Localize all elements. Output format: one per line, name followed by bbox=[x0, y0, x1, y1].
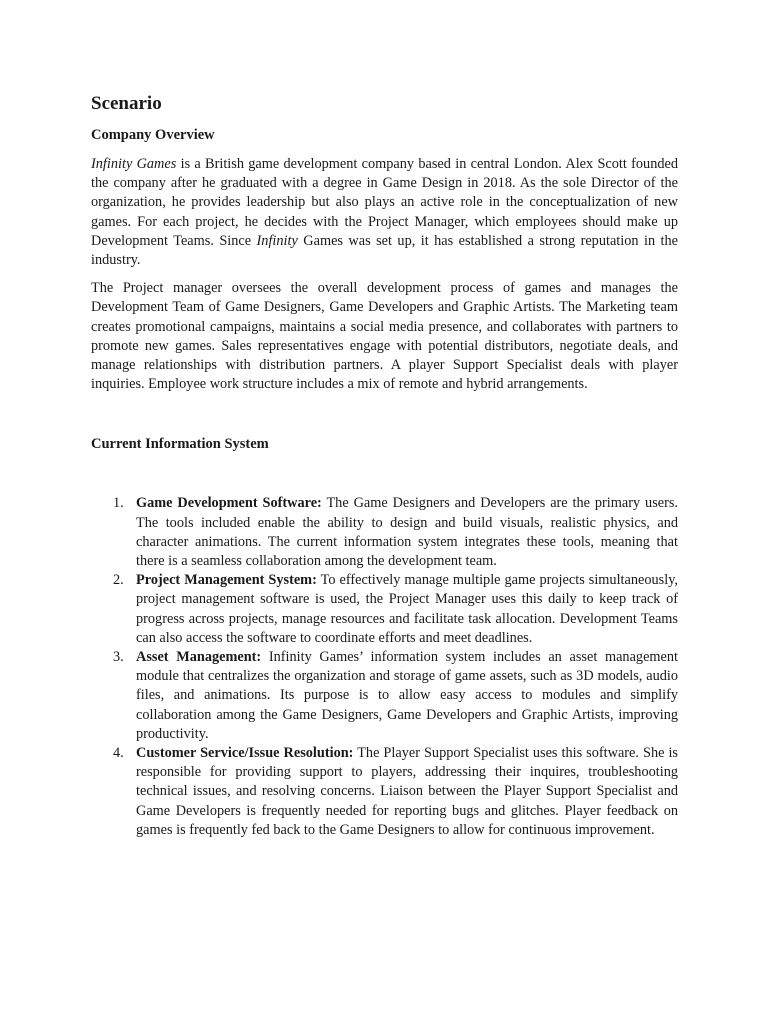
list-item-text: The Game Designers and Developers are the primary users. The tools included enable the ability to design and build visuals, realistic physics, and character animations. The current information system integrates these tools, meaning that there is a seamless collaboration among the development team. bbox=[136, 495, 679, 570]
list-number: 1. bbox=[113, 495, 124, 512]
list-item bbox=[91, 744, 678, 840]
system-list bbox=[91, 494, 678, 840]
company-overview-heading: Company Overview bbox=[91, 127, 215, 143]
page-title: Scenario bbox=[91, 93, 162, 114]
list-item-term: Project Management System: bbox=[136, 572, 317, 589]
list-item-term: Asset Management: bbox=[136, 649, 262, 666]
list-item bbox=[91, 571, 678, 648]
company-name-italic: Infinity bbox=[256, 232, 298, 249]
company-overview-paragraph-1 bbox=[91, 155, 678, 270]
company-name: Infinity Games bbox=[91, 156, 177, 172]
paragraph-1-part-2: Games was set up, it has established a strong reputation in the industry. bbox=[91, 232, 678, 269]
list-item-text: Infinity Games’ information system includes an asset management module that centralizes the organization and storage of game assets, such as 3D models, audio files, and animations. Its purpose is to allow easy access to modules and simplify collaboration among the Game Designers, Game Developers and Graphic Artists, improving productivity. bbox=[136, 649, 679, 742]
paragraph-1-part-1: is a British game development company based in central London. Alex Scott founded the company after he graduated with a degree in Game Design in 2018. As the sole Director of the organization, he provides leadership but also plays an active role in the conceptualization of new games. For each project, he decides with the Project Manager, which employees should make up Development Teams. Since bbox=[91, 156, 678, 249]
list-number: 2. bbox=[113, 572, 124, 589]
list-item-term: Customer Service/Issue Resolution: bbox=[136, 745, 354, 762]
company-overview-paragraph-2: The Project manager oversees the overall development process of games and manages the Development Team of Game Designers, Game Developers and Graphic Artists. The Marketing team creates promotional campaigns, maintains a social media presence, and collaborates with partners to promote new games. Sales representatives engage with potential distributors, negotiate deals, and manage relationships with distribution partners. A player Support Specialist deals with player inquiries. Employee work structure includes a mix of remote and hybrid arrangements. bbox=[91, 280, 678, 393]
list-item bbox=[91, 648, 678, 744]
list-number: 3. bbox=[113, 649, 124, 666]
list-number: 4. bbox=[113, 745, 124, 762]
list-item bbox=[91, 494, 678, 571]
list-item-term: Game Development Software: bbox=[136, 495, 322, 512]
current-system-heading: Current Information System bbox=[91, 436, 269, 453]
list-item-text: The Player Support Specialist uses this software. She is responsible for providing support to players, addressing their inquires, troubleshooting technical issues, and resolving concerns. Liaison between the Player Support Specialist and Game Developers is frequently needed for reporting bugs and glitches. Player feedback on games is frequently fed back to the Game Designers to allow for continuous improvement. bbox=[136, 745, 678, 838]
list-item-text: To effectively manage multiple game projects simultaneously, project management software is used, the Project Manager uses this daily to keep track of progress across projects, manage resources and facilitate task allocation. Development Teams can also access the software to coordinate efforts and meet deadlines. bbox=[136, 572, 678, 646]
document-page bbox=[91, 92, 678, 840]
